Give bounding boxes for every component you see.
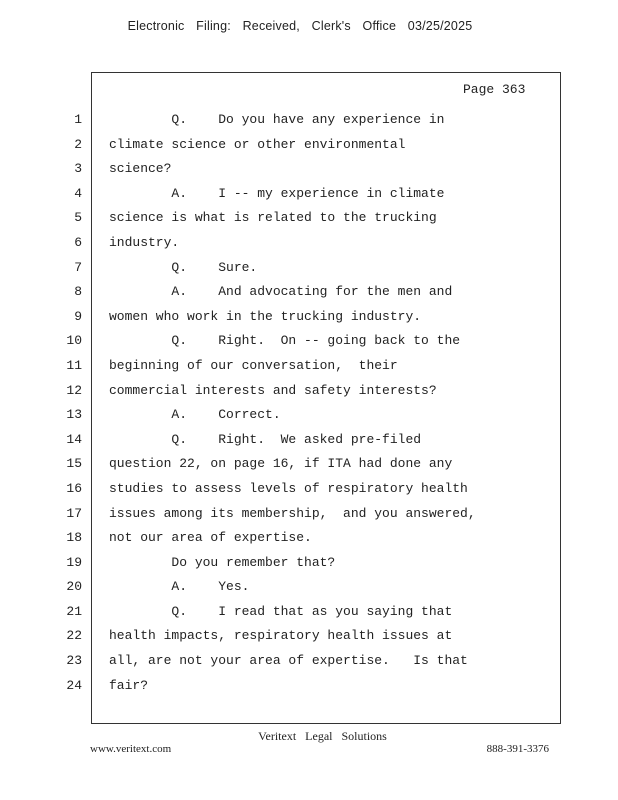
transcript-line [60,383,540,408]
transcript-line [60,506,540,531]
transcript-line [60,358,540,383]
line-text: Do you remember that? [109,554,336,570]
line-text: Q. Right. We asked pre-filed [109,431,422,447]
line-number: 13 [66,407,82,423]
line-text: issues among its membership, and you answered, [109,505,476,521]
transcript-line [60,161,540,186]
line-number: 12 [66,382,82,398]
transcript-line [60,235,540,260]
line-text: A. Correct. [109,407,281,423]
line-number: 9 [74,308,82,324]
line-number: 20 [66,579,82,595]
transcript-line [60,579,540,604]
line-text: fair? [109,677,149,693]
transcript-line [60,481,540,506]
line-text: A. Yes. [109,579,250,595]
line-text: women who work in the trucking industry. [109,308,422,324]
line-text: Q. Sure. [109,259,258,275]
footer-phone: 888-391-3376 [486,743,549,755]
line-number: 15 [66,456,82,472]
transcript-line [60,186,540,211]
line-text: not our area of expertise. [109,530,312,546]
line-number: 14 [66,431,82,447]
line-text: beginning of our conversation, their [109,357,398,373]
transcript-line [60,260,540,285]
line-text: science? [109,161,172,177]
transcript-line [60,309,540,334]
line-text: A. And advocating for the men and [109,284,453,300]
transcript-lines [60,112,540,702]
line-number: 5 [74,210,82,226]
line-number: 21 [66,603,82,619]
transcript-line [60,112,540,137]
line-number: 6 [74,234,82,250]
footer-company: Veritext Legal Solutions [258,729,387,743]
transcript-line [60,432,540,457]
filing-stamp: Electronic Filing: Received, Clerk's Office 03/25/2025 [127,19,473,33]
transcript-line [60,653,540,678]
line-number: 17 [66,505,82,521]
transcript-line [60,407,540,432]
line-number: 2 [74,136,82,152]
line-number: 18 [66,530,82,546]
transcript-line [60,555,540,580]
line-text: Q. Do you have any experience in [109,112,445,127]
line-text: all, are not your area of expertise. Is that [109,653,468,669]
transcript-line [60,604,540,629]
line-text: Q. I read that as you saying that [109,603,453,619]
line-number: 8 [74,284,82,300]
line-number: 23 [66,653,82,669]
line-text: science is what is related to the trucking [109,210,437,226]
line-number: 3 [74,161,82,177]
line-number: 11 [66,357,82,373]
line-number: 7 [74,259,82,275]
transcript-line [60,456,540,481]
transcript-line [60,284,540,309]
line-text: question 22, on page 16, if ITA had done any [109,456,453,472]
footer-website: www.veritext.com [90,743,172,755]
line-text: industry. [109,234,180,250]
line-text: Q. Right. On -- going back to the [109,333,461,349]
line-text: studies to assess levels of respiratory health [109,480,468,496]
line-number: 1 [74,112,82,127]
transcript-line [60,678,540,703]
line-number: 22 [66,628,82,644]
transcript-line [60,333,540,358]
line-number: 24 [66,677,82,693]
line-number: 4 [74,185,82,201]
page-number: Page 363 [463,82,526,97]
transcript-line [60,628,540,653]
line-number: 16 [66,480,82,496]
transcript-line [60,530,540,555]
line-text: health impacts, respiratory health issues at [109,628,453,644]
transcript-line [60,210,540,235]
line-number: 19 [66,554,82,570]
line-number: 10 [66,333,82,349]
line-text: commercial interests and safety interests? [109,382,437,398]
transcript-line [60,137,540,162]
line-text: A. I -- my experience in climate [109,185,445,201]
line-text: climate science or other environmental [109,136,406,152]
